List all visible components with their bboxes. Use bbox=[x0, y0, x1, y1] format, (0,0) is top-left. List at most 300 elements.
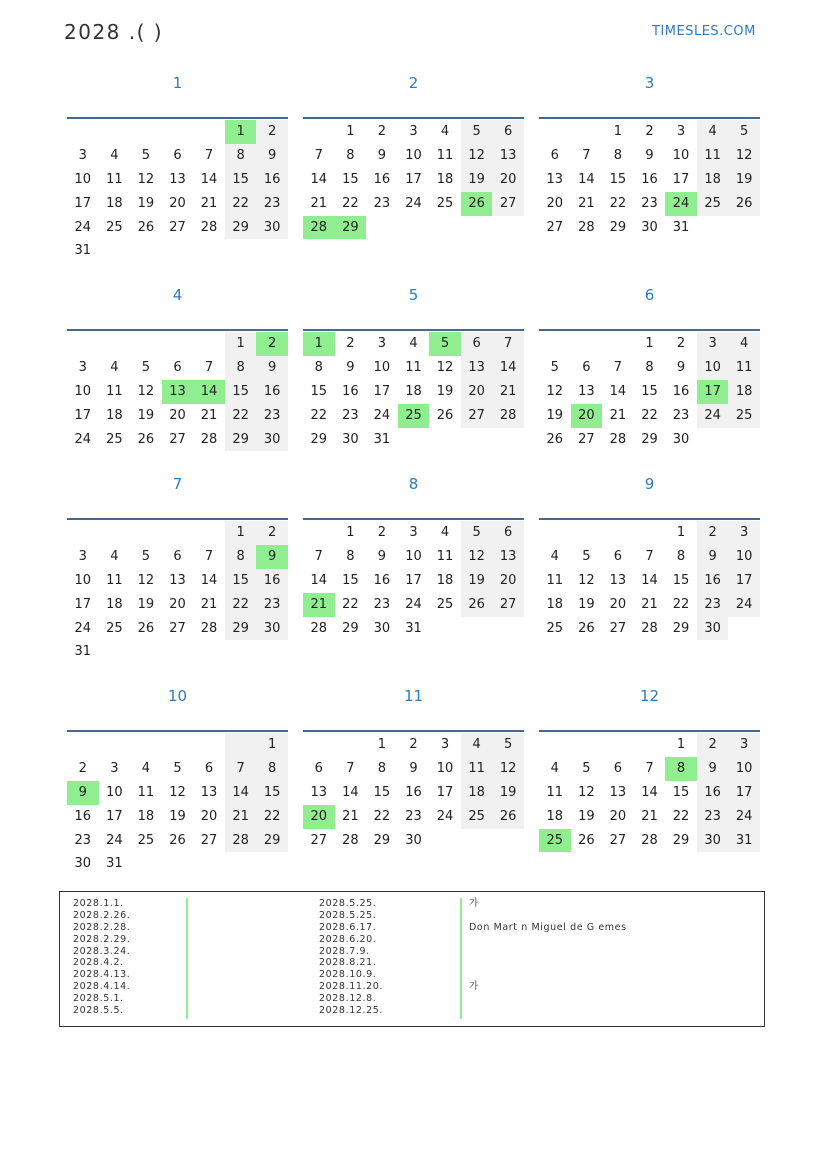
day-cell[interactable]: 24 bbox=[405, 596, 422, 612]
day-cell[interactable]: 31 bbox=[405, 620, 422, 636]
day-cell[interactable]: 28 bbox=[310, 620, 328, 636]
day-cell[interactable]: 4 bbox=[440, 525, 450, 540]
day-cell[interactable]: 1 bbox=[676, 737, 686, 752]
day-cell[interactable]: 9 bbox=[67, 781, 99, 805]
day-cell[interactable]: 17 bbox=[436, 784, 454, 800]
day-cell[interactable]: 31 bbox=[728, 829, 760, 853]
day-cell[interactable]: 27 bbox=[578, 431, 595, 447]
day-cell[interactable]: 5 bbox=[728, 120, 760, 144]
day-cell[interactable]: 16 bbox=[74, 808, 92, 824]
day-cell[interactable]: 29 bbox=[225, 428, 257, 452]
day-cell[interactable]: 17 bbox=[697, 380, 729, 404]
day-cell[interactable]: 12 bbox=[137, 572, 155, 588]
day-cell[interactable]: 11 bbox=[106, 383, 123, 399]
day-cell[interactable]: 8 bbox=[613, 147, 623, 163]
day-cell[interactable]: 22 bbox=[225, 404, 257, 428]
day-cell[interactable]: 11 bbox=[697, 144, 729, 168]
day-cell[interactable]: 10 bbox=[728, 757, 760, 781]
day-cell[interactable]: 31 bbox=[373, 431, 391, 447]
day-cell[interactable]: 4 bbox=[110, 359, 119, 375]
day-cell[interactable]: 16 bbox=[256, 168, 288, 192]
day-cell[interactable]: 15 bbox=[225, 168, 257, 192]
day-cell[interactable]: 23 bbox=[74, 832, 92, 848]
day-cell[interactable]: 27 bbox=[546, 219, 564, 235]
day-cell[interactable]: 10 bbox=[74, 171, 92, 187]
day-cell[interactable]: 19 bbox=[137, 195, 155, 211]
day-cell[interactable]: 1 bbox=[613, 124, 623, 139]
day-cell[interactable]: 19 bbox=[436, 383, 454, 399]
day-cell[interactable]: 21 bbox=[342, 808, 359, 824]
day-cell[interactable]: 31 bbox=[74, 644, 92, 660]
day-cell[interactable]: 14 bbox=[641, 572, 658, 588]
day-cell[interactable]: 29 bbox=[373, 832, 391, 848]
site-brand-link[interactable]: TIMESLES.COM bbox=[652, 24, 756, 39]
day-cell[interactable]: 28 bbox=[578, 219, 595, 235]
day-cell[interactable]: 6 bbox=[613, 760, 623, 776]
day-cell[interactable]: 21 bbox=[303, 593, 335, 617]
day-cell[interactable]: 12 bbox=[492, 757, 524, 781]
day-cell[interactable]: 30 bbox=[256, 216, 288, 240]
day-cell[interactable]: 30 bbox=[74, 856, 92, 872]
day-cell[interactable]: 27 bbox=[200, 832, 218, 848]
day-cell[interactable]: 2 bbox=[78, 760, 87, 776]
day-cell[interactable]: 8 bbox=[676, 548, 686, 564]
day-cell[interactable]: 23 bbox=[641, 195, 658, 211]
day-cell[interactable]: 1 bbox=[256, 733, 288, 757]
day-cell[interactable]: 24 bbox=[405, 195, 422, 211]
day-cell[interactable]: 20 bbox=[169, 195, 186, 211]
day-cell[interactable]: 28 bbox=[609, 431, 627, 447]
day-cell[interactable]: 11 bbox=[137, 784, 155, 800]
day-cell[interactable]: 11 bbox=[405, 359, 422, 375]
day-cell[interactable]: 4 bbox=[461, 733, 493, 757]
day-cell[interactable]: 17 bbox=[373, 383, 391, 399]
day-cell[interactable]: 16 bbox=[697, 569, 729, 593]
day-cell[interactable]: 15 bbox=[225, 569, 257, 593]
day-cell[interactable]: 24 bbox=[106, 832, 123, 848]
day-cell[interactable]: 7 bbox=[582, 147, 591, 163]
day-cell[interactable]: 22 bbox=[672, 808, 690, 824]
day-cell[interactable]: 25 bbox=[539, 829, 571, 853]
day-cell[interactable]: 9 bbox=[377, 548, 387, 564]
day-cell[interactable]: 25 bbox=[728, 404, 760, 428]
day-cell[interactable]: 18 bbox=[546, 596, 564, 612]
day-cell[interactable]: 11 bbox=[436, 548, 454, 564]
day-cell[interactable]: 3 bbox=[78, 359, 87, 375]
day-cell[interactable]: 17 bbox=[728, 569, 760, 593]
day-cell[interactable]: 28 bbox=[200, 431, 218, 447]
day-cell[interactable]: 18 bbox=[728, 380, 760, 404]
day-cell[interactable]: 21 bbox=[578, 195, 595, 211]
day-cell[interactable]: 19 bbox=[546, 407, 564, 423]
day-cell[interactable]: 19 bbox=[492, 781, 524, 805]
day-cell[interactable]: 31 bbox=[672, 219, 690, 235]
day-cell[interactable]: 1 bbox=[225, 332, 257, 356]
day-cell[interactable]: 4 bbox=[141, 760, 151, 776]
day-cell[interactable]: 5 bbox=[141, 548, 151, 564]
day-cell[interactable]: 24 bbox=[436, 808, 454, 824]
day-cell[interactable]: 12 bbox=[578, 784, 595, 800]
day-cell[interactable]: 10 bbox=[728, 545, 760, 569]
day-cell[interactable]: 10 bbox=[74, 383, 92, 399]
day-cell[interactable]: 21 bbox=[310, 195, 328, 211]
day-cell[interactable]: 7 bbox=[645, 548, 654, 564]
day-cell[interactable]: 12 bbox=[461, 545, 493, 569]
day-cell[interactable]: 20 bbox=[492, 168, 524, 192]
day-cell[interactable]: 22 bbox=[672, 596, 690, 612]
day-cell[interactable]: 15 bbox=[609, 171, 627, 187]
day-cell[interactable]: 7 bbox=[204, 548, 214, 564]
day-cell[interactable]: 21 bbox=[641, 596, 658, 612]
day-cell[interactable]: 23 bbox=[405, 808, 422, 824]
day-cell[interactable]: 29 bbox=[225, 617, 257, 641]
day-cell[interactable]: 20 bbox=[303, 805, 335, 829]
day-cell[interactable]: 5 bbox=[461, 521, 493, 545]
day-cell[interactable]: 14 bbox=[641, 784, 658, 800]
day-cell[interactable]: 27 bbox=[609, 832, 627, 848]
day-cell[interactable]: 1 bbox=[225, 521, 257, 545]
day-cell[interactable]: 8 bbox=[377, 760, 387, 776]
day-cell[interactable]: 15 bbox=[342, 572, 359, 588]
day-cell[interactable]: 10 bbox=[74, 572, 92, 588]
day-cell[interactable]: 3 bbox=[676, 124, 686, 139]
day-cell[interactable]: 12 bbox=[137, 383, 155, 399]
day-cell[interactable]: 18 bbox=[697, 168, 729, 192]
day-cell[interactable]: 2 bbox=[697, 733, 729, 757]
day-cell[interactable]: 29 bbox=[310, 431, 328, 447]
day-cell[interactable]: 4 bbox=[697, 120, 729, 144]
day-cell[interactable]: 6 bbox=[314, 760, 323, 776]
day-cell[interactable]: 15 bbox=[373, 784, 391, 800]
day-cell[interactable]: 21 bbox=[641, 808, 658, 824]
day-cell[interactable]: 22 bbox=[225, 593, 257, 617]
day-cell[interactable]: 25 bbox=[106, 620, 123, 636]
day-cell[interactable]: 14 bbox=[225, 781, 257, 805]
day-cell[interactable]: 26 bbox=[137, 620, 155, 636]
day-cell[interactable]: 11 bbox=[436, 147, 454, 163]
day-cell[interactable]: 25 bbox=[546, 620, 564, 636]
day-cell[interactable]: 7 bbox=[314, 147, 323, 163]
day-cell[interactable]: 21 bbox=[225, 805, 257, 829]
day-cell[interactable]: 15 bbox=[672, 572, 690, 588]
day-cell[interactable]: 6 bbox=[492, 120, 524, 144]
day-cell[interactable]: 13 bbox=[461, 356, 493, 380]
day-cell[interactable]: 10 bbox=[405, 548, 422, 564]
day-cell[interactable]: 15 bbox=[225, 380, 257, 404]
day-cell[interactable]: 24 bbox=[74, 219, 92, 235]
day-cell[interactable]: 25 bbox=[461, 805, 493, 829]
day-cell[interactable]: 2 bbox=[676, 336, 686, 351]
day-cell[interactable]: 6 bbox=[173, 359, 182, 375]
day-cell[interactable]: 30 bbox=[697, 617, 729, 641]
day-cell[interactable]: 14 bbox=[578, 171, 595, 187]
day-cell[interactable]: 21 bbox=[609, 407, 627, 423]
day-cell[interactable]: 8 bbox=[346, 147, 355, 163]
day-cell[interactable]: 23 bbox=[373, 596, 391, 612]
day-cell[interactable]: 9 bbox=[377, 147, 387, 163]
day-cell[interactable]: 12 bbox=[546, 383, 564, 399]
day-cell[interactable]: 12 bbox=[578, 572, 595, 588]
day-cell[interactable]: 8 bbox=[346, 548, 355, 564]
day-cell[interactable]: 3 bbox=[728, 733, 760, 757]
day-cell[interactable]: 17 bbox=[74, 407, 92, 423]
day-cell[interactable]: 24 bbox=[74, 620, 92, 636]
day-cell[interactable]: 6 bbox=[613, 548, 623, 564]
day-cell[interactable]: 5 bbox=[492, 733, 524, 757]
day-cell[interactable]: 4 bbox=[110, 147, 119, 163]
day-cell[interactable]: 22 bbox=[373, 808, 391, 824]
day-cell[interactable]: 17 bbox=[405, 572, 422, 588]
day-cell[interactable]: 16 bbox=[256, 380, 288, 404]
day-cell[interactable]: 29 bbox=[335, 216, 367, 240]
day-cell[interactable]: 3 bbox=[728, 521, 760, 545]
day-cell[interactable]: 13 bbox=[162, 380, 194, 404]
day-cell[interactable]: 3 bbox=[440, 737, 450, 752]
day-cell[interactable]: 25 bbox=[436, 195, 454, 211]
day-cell[interactable]: 29 bbox=[641, 431, 658, 447]
day-cell[interactable]: 28 bbox=[200, 620, 218, 636]
day-cell[interactable]: 30 bbox=[342, 431, 359, 447]
day-cell[interactable]: 17 bbox=[672, 171, 690, 187]
day-cell[interactable]: 16 bbox=[697, 781, 729, 805]
day-cell[interactable]: 26 bbox=[461, 593, 493, 617]
day-cell[interactable]: 23 bbox=[256, 404, 288, 428]
day-cell[interactable]: 9 bbox=[697, 757, 729, 781]
day-cell[interactable]: 26 bbox=[728, 192, 760, 216]
day-cell[interactable]: 3 bbox=[78, 548, 87, 564]
day-cell[interactable]: 8 bbox=[256, 757, 288, 781]
day-cell[interactable]: 5 bbox=[582, 760, 591, 776]
day-cell[interactable]: 25 bbox=[106, 431, 123, 447]
day-cell[interactable]: 24 bbox=[74, 431, 92, 447]
day-cell[interactable]: 13 bbox=[169, 171, 186, 187]
day-cell[interactable]: 1 bbox=[303, 332, 335, 356]
day-cell[interactable]: 28 bbox=[641, 832, 658, 848]
day-cell[interactable]: 3 bbox=[697, 332, 729, 356]
day-cell[interactable]: 11 bbox=[546, 572, 564, 588]
day-cell[interactable]: 16 bbox=[641, 171, 658, 187]
day-cell[interactable]: 17 bbox=[74, 195, 92, 211]
day-cell[interactable]: 13 bbox=[546, 171, 564, 187]
day-cell[interactable]: 10 bbox=[436, 760, 454, 776]
day-cell[interactable]: 8 bbox=[314, 359, 323, 375]
day-cell[interactable]: 12 bbox=[436, 359, 454, 375]
day-cell[interactable]: 13 bbox=[578, 383, 595, 399]
day-cell[interactable]: 26 bbox=[578, 832, 595, 848]
day-cell[interactable]: 12 bbox=[461, 144, 493, 168]
day-cell[interactable]: 9 bbox=[256, 144, 288, 168]
day-cell[interactable]: 28 bbox=[225, 829, 257, 853]
day-cell[interactable]: 13 bbox=[492, 545, 524, 569]
day-cell[interactable]: 23 bbox=[373, 195, 391, 211]
day-cell[interactable]: 8 bbox=[225, 144, 257, 168]
day-cell[interactable]: 6 bbox=[461, 332, 493, 356]
day-cell[interactable]: 28 bbox=[303, 216, 335, 240]
day-cell[interactable]: 30 bbox=[672, 431, 690, 447]
day-cell[interactable]: 30 bbox=[256, 617, 288, 641]
day-cell[interactable]: 18 bbox=[106, 596, 123, 612]
day-cell[interactable]: 18 bbox=[436, 572, 454, 588]
day-cell[interactable]: 13 bbox=[169, 572, 186, 588]
day-cell[interactable]: 10 bbox=[697, 356, 729, 380]
day-cell[interactable]: 19 bbox=[137, 596, 155, 612]
day-cell[interactable]: 18 bbox=[137, 808, 155, 824]
day-cell[interactable]: 5 bbox=[141, 359, 151, 375]
day-cell[interactable]: 4 bbox=[728, 332, 760, 356]
day-cell[interactable]: 24 bbox=[665, 192, 697, 216]
day-cell[interactable]: 26 bbox=[436, 407, 454, 423]
day-cell[interactable]: 8 bbox=[665, 757, 697, 781]
day-cell[interactable]: 10 bbox=[672, 147, 690, 163]
day-cell[interactable]: 14 bbox=[310, 572, 328, 588]
day-cell[interactable]: 10 bbox=[106, 784, 123, 800]
day-cell[interactable]: 17 bbox=[106, 808, 123, 824]
day-cell[interactable]: 26 bbox=[137, 219, 155, 235]
day-cell[interactable]: 23 bbox=[672, 407, 690, 423]
day-cell[interactable]: 14 bbox=[492, 356, 524, 380]
day-cell[interactable]: 5 bbox=[141, 147, 151, 163]
day-cell[interactable]: 4 bbox=[110, 548, 119, 564]
day-cell[interactable]: 23 bbox=[256, 593, 288, 617]
day-cell[interactable]: 19 bbox=[578, 596, 595, 612]
day-cell[interactable]: 26 bbox=[492, 805, 524, 829]
day-cell[interactable]: 4 bbox=[409, 336, 418, 351]
day-cell[interactable]: 24 bbox=[728, 593, 760, 617]
day-cell[interactable]: 16 bbox=[256, 569, 288, 593]
day-cell[interactable]: 10 bbox=[405, 147, 422, 163]
day-cell[interactable]: 28 bbox=[200, 219, 218, 235]
day-cell[interactable]: 29 bbox=[225, 216, 257, 240]
day-cell[interactable]: 30 bbox=[256, 428, 288, 452]
day-cell[interactable]: 24 bbox=[373, 407, 391, 423]
day-cell[interactable]: 27 bbox=[461, 404, 493, 428]
day-cell[interactable]: 24 bbox=[697, 404, 729, 428]
day-cell[interactable]: 21 bbox=[200, 195, 218, 211]
day-cell[interactable]: 13 bbox=[609, 572, 627, 588]
day-cell[interactable]: 1 bbox=[377, 737, 387, 752]
day-cell[interactable]: 12 bbox=[169, 784, 186, 800]
day-cell[interactable]: 6 bbox=[550, 147, 559, 163]
day-cell[interactable]: 6 bbox=[492, 521, 524, 545]
day-cell[interactable]: 20 bbox=[571, 404, 603, 428]
day-cell[interactable]: 2 bbox=[645, 124, 654, 139]
day-cell[interactable]: 1 bbox=[225, 120, 257, 144]
day-cell[interactable]: 7 bbox=[204, 147, 214, 163]
day-cell[interactable]: 15 bbox=[310, 383, 328, 399]
day-cell[interactable]: 28 bbox=[641, 620, 658, 636]
day-cell[interactable]: 26 bbox=[169, 832, 186, 848]
day-cell[interactable]: 10 bbox=[373, 359, 391, 375]
day-cell[interactable]: 16 bbox=[373, 171, 391, 187]
day-cell[interactable]: 20 bbox=[609, 808, 627, 824]
day-cell[interactable]: 14 bbox=[310, 171, 328, 187]
day-cell[interactable]: 2 bbox=[256, 120, 288, 144]
day-cell[interactable]: 13 bbox=[310, 784, 328, 800]
day-cell[interactable]: 30 bbox=[405, 832, 422, 848]
day-cell[interactable]: 7 bbox=[645, 760, 654, 776]
day-cell[interactable]: 20 bbox=[492, 569, 524, 593]
day-cell[interactable]: 15 bbox=[641, 383, 658, 399]
day-cell[interactable]: 8 bbox=[225, 356, 257, 380]
day-cell[interactable]: 9 bbox=[346, 359, 355, 375]
day-cell[interactable]: 16 bbox=[672, 383, 690, 399]
day-cell[interactable]: 17 bbox=[728, 781, 760, 805]
day-cell[interactable]: 8 bbox=[645, 359, 654, 375]
day-cell[interactable]: 5 bbox=[582, 548, 591, 564]
day-cell[interactable]: 27 bbox=[169, 219, 186, 235]
day-cell[interactable]: 7 bbox=[225, 757, 257, 781]
day-cell[interactable]: 2 bbox=[256, 332, 288, 356]
day-cell[interactable]: 29 bbox=[342, 620, 359, 636]
day-cell[interactable]: 21 bbox=[200, 596, 218, 612]
day-cell[interactable]: 19 bbox=[169, 808, 186, 824]
day-cell[interactable]: 14 bbox=[200, 572, 218, 588]
day-cell[interactable]: 14 bbox=[342, 784, 359, 800]
day-cell[interactable]: 28 bbox=[492, 404, 524, 428]
day-cell[interactable]: 14 bbox=[193, 380, 225, 404]
day-cell[interactable]: 2 bbox=[346, 336, 355, 351]
day-cell[interactable]: 3 bbox=[409, 525, 418, 540]
day-cell[interactable]: 13 bbox=[609, 784, 627, 800]
day-cell[interactable]: 22 bbox=[641, 407, 658, 423]
day-cell[interactable]: 22 bbox=[310, 407, 328, 423]
day-cell[interactable]: 21 bbox=[492, 380, 524, 404]
day-cell[interactable]: 2 bbox=[256, 521, 288, 545]
day-cell[interactable]: 19 bbox=[461, 569, 493, 593]
day-cell[interactable]: 15 bbox=[342, 171, 359, 187]
day-cell[interactable]: 11 bbox=[728, 356, 760, 380]
day-cell[interactable]: 23 bbox=[256, 192, 288, 216]
day-cell[interactable]: 27 bbox=[310, 832, 328, 848]
day-cell[interactable]: 1 bbox=[346, 124, 355, 139]
day-cell[interactable]: 16 bbox=[342, 383, 359, 399]
day-cell[interactable]: 23 bbox=[342, 407, 359, 423]
day-cell[interactable]: 11 bbox=[546, 784, 564, 800]
day-cell[interactable]: 26 bbox=[461, 192, 493, 216]
day-cell[interactable]: 2 bbox=[377, 124, 387, 139]
day-cell[interactable]: 26 bbox=[578, 620, 595, 636]
day-cell[interactable]: 21 bbox=[200, 407, 218, 423]
day-cell[interactable]: 4 bbox=[440, 124, 450, 139]
day-cell[interactable]: 6 bbox=[582, 359, 591, 375]
day-cell[interactable]: 3 bbox=[377, 336, 387, 351]
day-cell[interactable]: 3 bbox=[110, 760, 119, 776]
day-cell[interactable]: 7 bbox=[314, 548, 323, 564]
day-cell[interactable]: 18 bbox=[106, 407, 123, 423]
day-cell[interactable]: 14 bbox=[609, 383, 627, 399]
day-cell[interactable]: 29 bbox=[672, 620, 690, 636]
day-cell[interactable]: 25 bbox=[137, 832, 155, 848]
day-cell[interactable]: 20 bbox=[200, 808, 218, 824]
day-cell[interactable]: 27 bbox=[492, 593, 524, 617]
day-cell[interactable]: 30 bbox=[641, 219, 658, 235]
day-cell[interactable]: 29 bbox=[672, 832, 690, 848]
day-cell[interactable]: 1 bbox=[676, 525, 686, 540]
day-cell[interactable]: 17 bbox=[74, 596, 92, 612]
day-cell[interactable]: 15 bbox=[672, 784, 690, 800]
day-cell[interactable]: 3 bbox=[409, 124, 418, 139]
day-cell[interactable]: 7 bbox=[204, 359, 214, 375]
day-cell[interactable]: 7 bbox=[492, 332, 524, 356]
day-cell[interactable]: 18 bbox=[546, 808, 564, 824]
day-cell[interactable]: 5 bbox=[550, 359, 559, 375]
day-cell[interactable]: 22 bbox=[342, 596, 359, 612]
day-cell[interactable]: 6 bbox=[204, 760, 214, 776]
day-cell[interactable]: 11 bbox=[106, 572, 123, 588]
day-cell[interactable]: 9 bbox=[256, 356, 288, 380]
day-cell[interactable]: 16 bbox=[373, 572, 391, 588]
day-cell[interactable]: 22 bbox=[609, 195, 627, 211]
